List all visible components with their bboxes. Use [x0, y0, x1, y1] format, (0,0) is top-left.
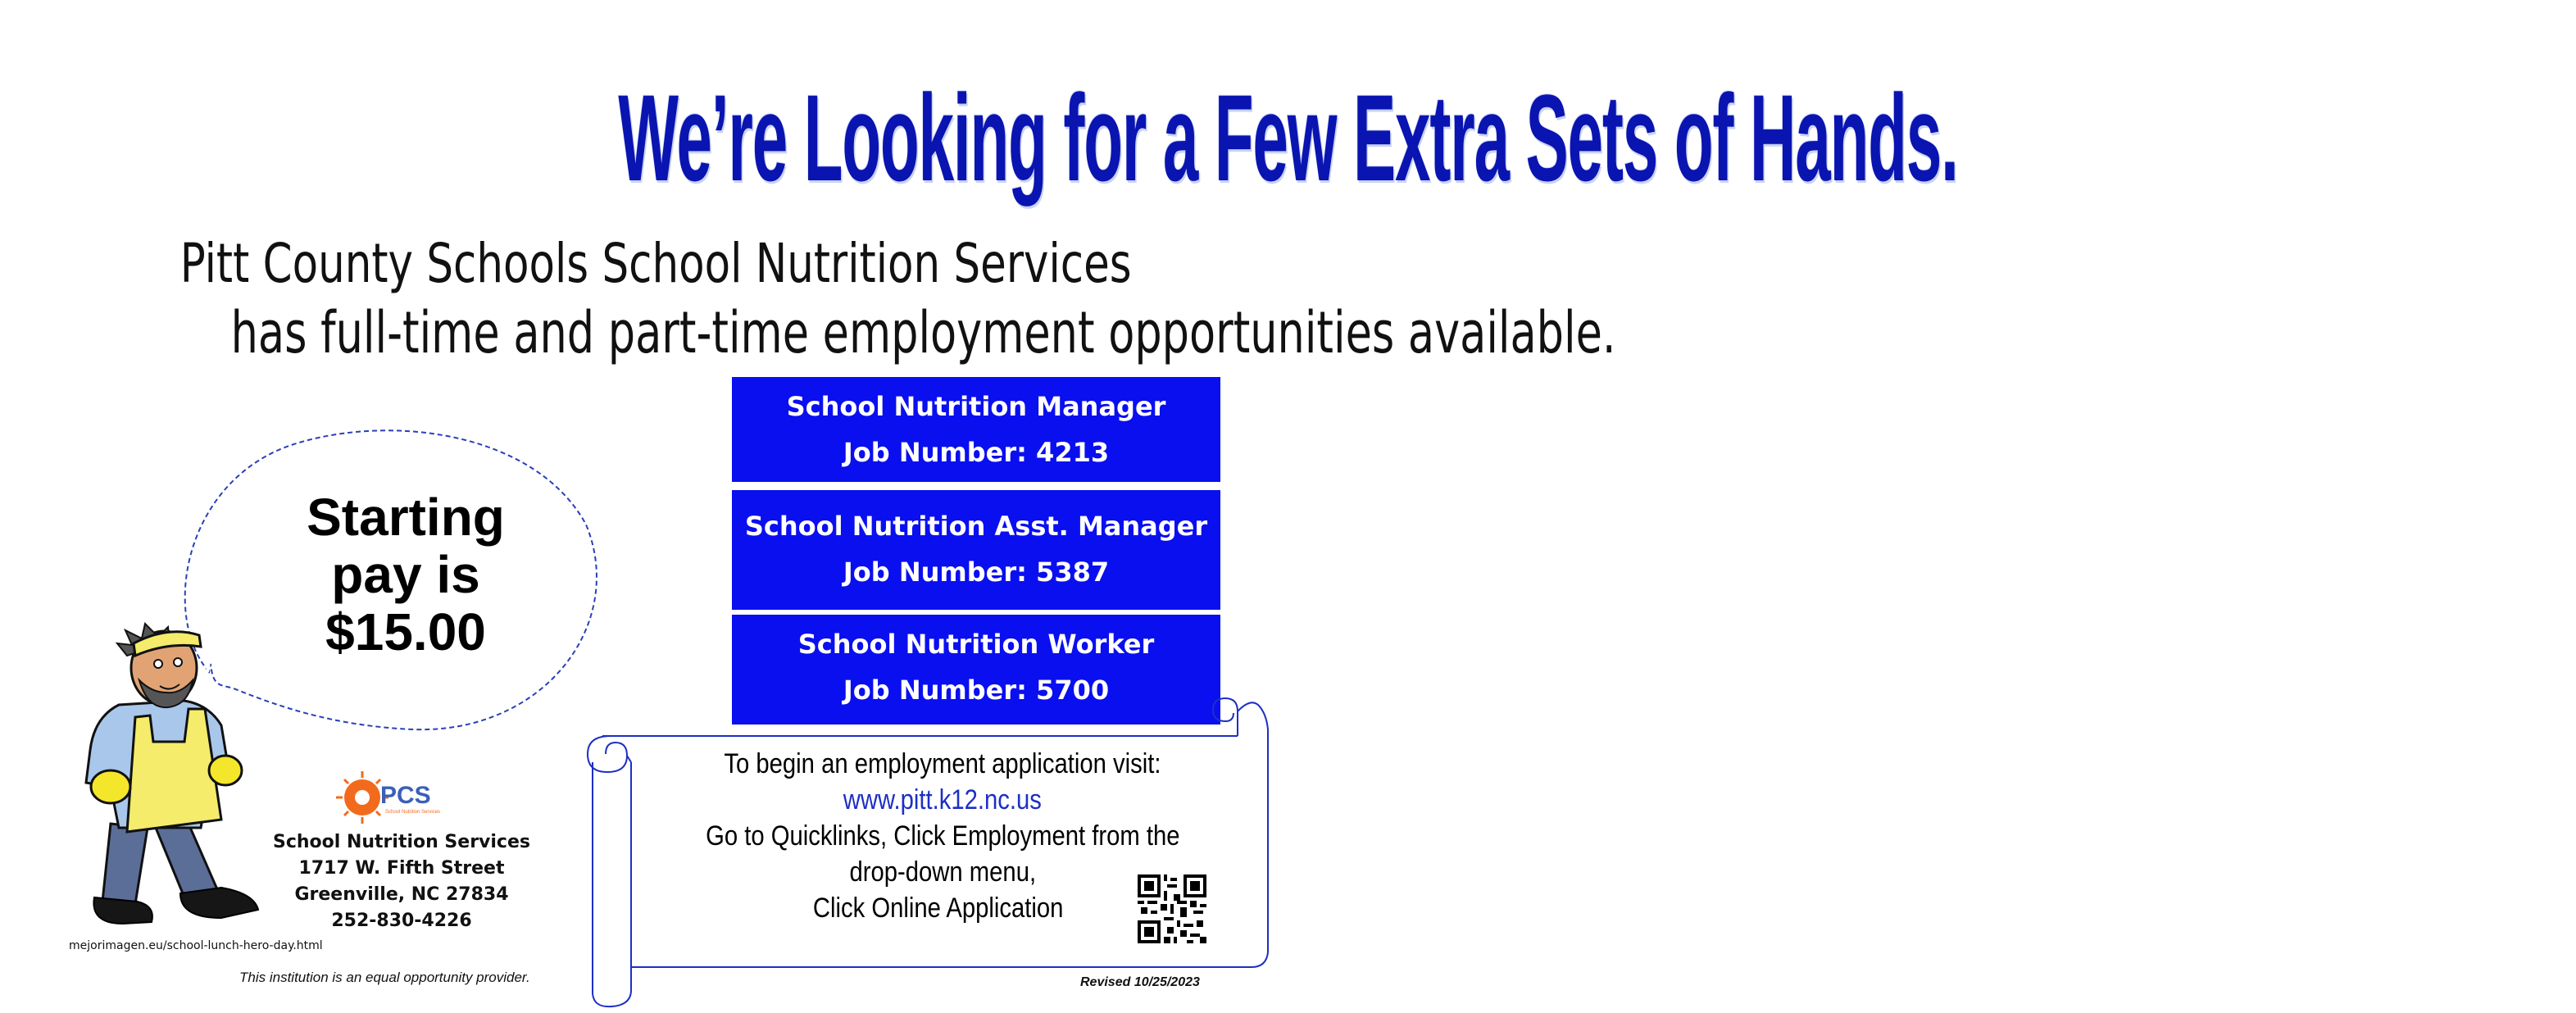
address-street: 1717 W. Fifth Street: [298, 858, 505, 879]
job-title: School Nutrition Manager: [786, 391, 1166, 422]
job-number: Job Number: 5700: [843, 675, 1110, 706]
address-name: School Nutrition Services: [272, 832, 530, 852]
organization-name: Pitt County Schools School Nutrition Services: [179, 232, 1132, 295]
application-line-4: drop-down menu,: [849, 856, 1036, 888]
job-box-asst-manager: [732, 490, 1220, 610]
address-block: [246, 829, 557, 934]
address-city: Greenville, NC 27834: [294, 884, 509, 905]
job-title: School Nutrition Worker: [797, 629, 1155, 660]
job-number: Job Number: 4213: [843, 437, 1110, 468]
subheadline: has full-time and part-time employment opportunities available.: [230, 299, 1616, 366]
logo-tagline: School Nutrition Services: [385, 810, 441, 815]
application-url-link[interactable]: www.pitt.k12.nc.us: [843, 784, 1043, 815]
image-credit: mejorimagen.eu/school-lunch-hero-day.html: [69, 939, 323, 952]
pcs-logo: [338, 770, 452, 828]
logo-text: PCS: [380, 782, 431, 809]
job-title: School Nutrition Asst. Manager: [744, 511, 1208, 542]
qr-code-icon[interactable]: [1138, 874, 1206, 943]
application-line-1: To begin an employment application visit:: [724, 748, 1161, 779]
bubble-line-1: Starting: [307, 488, 505, 547]
application-line-3: Go to Quicklinks, Click Employment from the: [705, 820, 1180, 852]
application-line-5: Click Online Application: [813, 893, 1064, 924]
headline: We’re Looking for a Few Extra Sets of Hands.: [618, 69, 1958, 207]
equal-opportunity-statement: This institution is an equal opportunity provider.: [239, 970, 530, 985]
bubble-line-2: pay is: [331, 545, 480, 604]
lunch-worker-illustration: [78, 619, 275, 930]
job-number: Job Number: 5387: [843, 556, 1110, 588]
starting-pay: [279, 488, 533, 661]
revised-date: Revised 10/25/2023: [1080, 975, 1200, 989]
address-phone: 252-830-4226: [331, 911, 472, 931]
bubble-line-3: $15.00: [325, 602, 486, 661]
job-box-manager: [732, 377, 1220, 482]
